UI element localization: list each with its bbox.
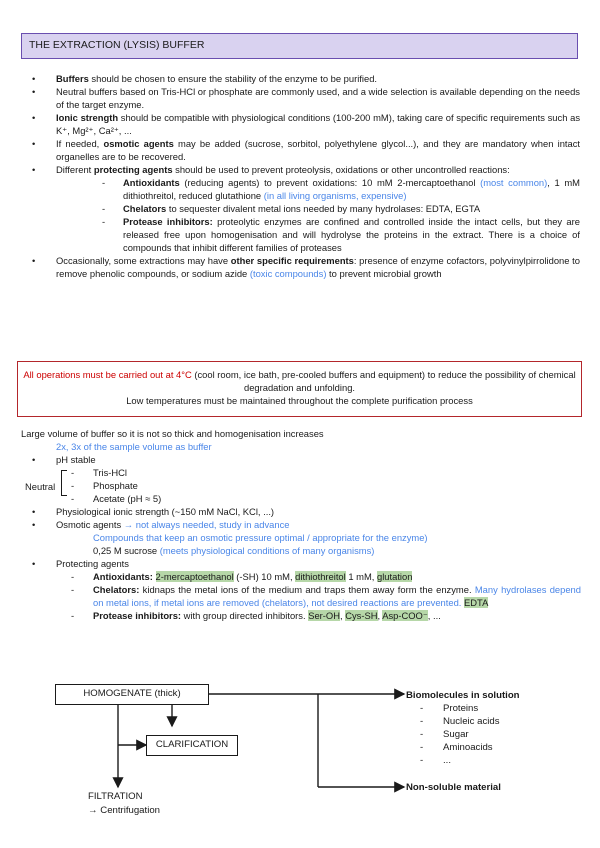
- buffer-item: - Acetate (pH ≈ 5): [21, 492, 581, 505]
- note-sucrose: 0,25 M sucrose (meets physiological conditions of many organisms): [93, 545, 375, 556]
- handwritten-notes: [21, 427, 581, 622]
- homogenate-node: HOMOGENATE (thick): [55, 684, 209, 705]
- bio-item: - Nucleic acids: [420, 716, 500, 727]
- sub-antioxidants: - Antioxidants (reducing agents) to prevent oxidations: 10 mM 2-mercaptoethanol (most common), 1 mM dithiothreitol, reduced glutathione (in all living organisms, expensive): [123, 176, 580, 202]
- note-chelators: - Chelators: kidnaps the metal ions of the medium and traps them away form the enzyme. Many hydrolases depend on metal ions, if metal ions are removed (chelators), not desired reactions are prevented. EDTA: [21, 583, 581, 609]
- note-protease-inhibitors: - Protease inhibitors: with group directed inhibitors. Ser-OH, Cys-SH, Asp-COO⁻, ...: [21, 609, 581, 622]
- biomolecules-title: Biomolecules in solution: [406, 690, 520, 701]
- neutral-label: Neutral: [25, 481, 56, 492]
- warning-text: (cool room, ice bath, pre-cooled buffers and equipment) to reduce the possibility of chemical degradation and unfolding.: [191, 369, 576, 393]
- bullet-protecting-agents: • Different protecting agents should be used to prevent proteolysis, oxidations or other uncontrolled reactions: - Antioxidants (reducing agents) to prevent oxidations: 10 mM 2-mercaptoethanol (most common), 1 mM dithiothreitol, reduced glutathione (in all living organisms, expensive) - Chelators to sequester divalent metal ions needed by many hydrolases: EDTA, EGTA - Protease inhibitors: proteolytic enzymes are confined and controlled inside the intact cells, but they are released free upon homogenisation and will hydrolyse the proteins in the extract. There is a choice of compounds that inhibit different families of proteases: [56, 163, 580, 254]
- bullet-neutral-buffers: • Neutral buffers based on Tris-HCl or phosphate are commonly used, and a wide selection is available depending on the needs of the target enzyme.: [56, 85, 580, 111]
- bio-item: - ...: [420, 755, 451, 766]
- bullet-osmotic-agents: • If needed, osmotic agents may be added (sucrose, sorbitol, polyethylene glycol...), and they are mandatory when intact organelles are to be recovered.: [56, 137, 580, 163]
- note-ph-stable: • pH stable: [21, 453, 581, 466]
- note-large-volume: Large volume of buffer so it is not so thick and homogenisation increases: [21, 428, 324, 439]
- clarification-node: CLARIFICATION: [146, 735, 238, 756]
- note-protecting-agents: • Protecting agents: [21, 557, 581, 570]
- buffer-item: - Tris-HCl: [21, 466, 581, 479]
- bullet-ionic-strength: • Ionic strength should be compatible with physiological conditions (100-200 mM), taking care of specific requirements such as K⁺, Mg²⁺, Ca²⁺, ...: [56, 111, 580, 137]
- filtration-label: FILTRATION → Centrifugation: [88, 791, 160, 816]
- temperature-warning-box: [17, 361, 582, 417]
- note-volume-ratio: 2x, 3x of the sample volume as buffer: [56, 441, 212, 452]
- bio-item: - Sugar: [420, 729, 469, 740]
- buffer-item: - Phosphate: [21, 479, 581, 492]
- bullet-specific-requirements: • Occasionally, some extractions may have other specific requirements: presence of enzyme cofactors, polyvinylpirrolidone to remove phenolic compounds, or sodium azide (toxic compounds) to prevent microbial growth: [56, 254, 580, 280]
- process-diagram: [0, 680, 600, 848]
- bio-item: - Aminoacids: [420, 742, 493, 753]
- note-ionic-strength: • Physiological ionic strength (~150 mM NaCl, KCl, ...): [21, 505, 581, 518]
- note-osmotic-compounds: Compounds that keep an osmotic pressure optimal / appropriate for the enzyme): [93, 532, 428, 543]
- warning-highlight: All operations must be carried out at 4°C: [23, 369, 192, 380]
- bio-item: - Proteins: [420, 703, 479, 714]
- neutral-buffers-group: [21, 466, 581, 505]
- intro-section: [25, 72, 580, 280]
- page-title: THE EXTRACTION (LYSIS) BUFFER: [21, 33, 578, 59]
- biomolecules-block: [406, 689, 520, 767]
- sub-protease-inhibitors: - Protease inhibitors: proteolytic enzymes are confined and controlled inside the intact cells, but they are released free upon homogenisation and will hydrolyse the proteins in the extract. There is a choice of compounds that inhibit different families of proteases: [123, 215, 580, 254]
- note-antioxidants: - Antioxidants: 2-mercaptoethanol (-SH) 10 mM, dithiothreitol 1 mM, glutation: [21, 570, 581, 583]
- bullet-buffers: • Buffers should be chosen to ensure the stability of the enzyme to be purified.: [56, 72, 580, 85]
- sub-chelators: - Chelators to sequester divalent metal ions needed by many hydrolases: EDTA, EGTA: [123, 202, 580, 215]
- note-osmotic-agents: • Osmotic agents → not always needed, study in advance: [21, 518, 581, 531]
- warning-line2: Low temperatures must be maintained throughout the complete purification process: [126, 395, 473, 406]
- nonsoluble-label: Non-soluble material: [406, 782, 501, 793]
